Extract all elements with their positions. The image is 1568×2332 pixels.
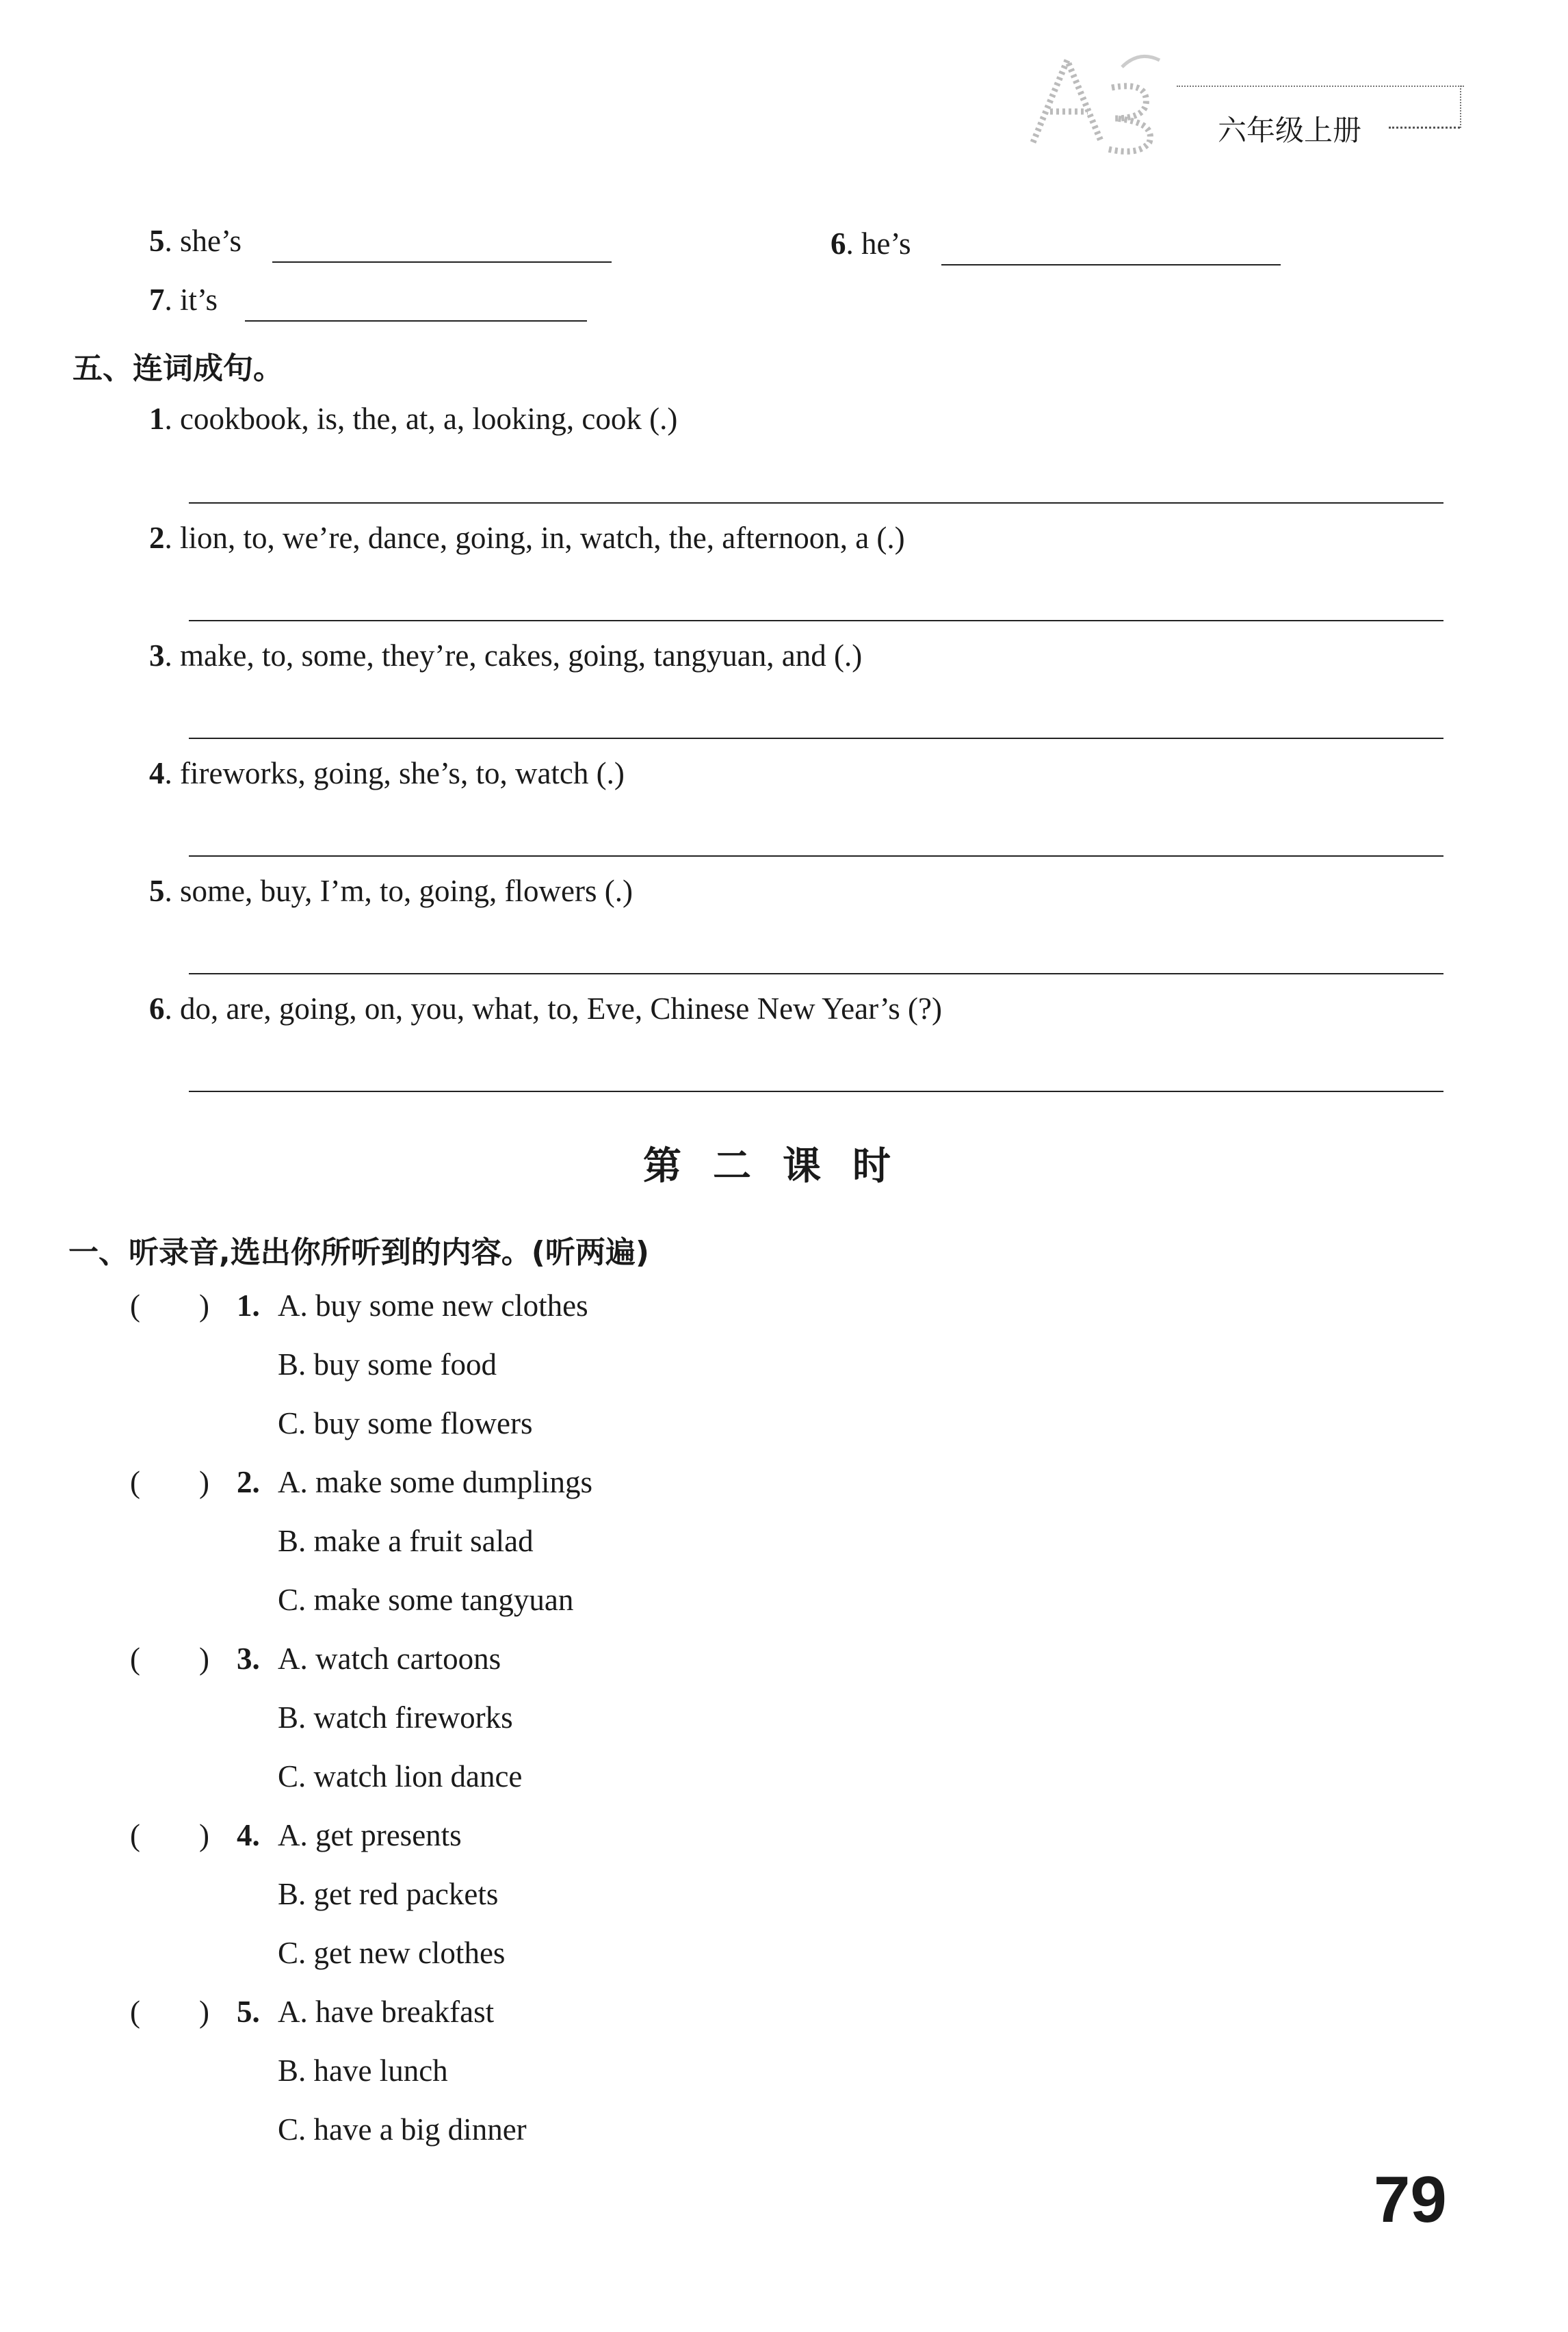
grade-label: 六年级上册: [1218, 114, 1362, 147]
question-number: 1.: [237, 1288, 260, 1323]
lesson-title: 第二课时: [643, 1144, 922, 1189]
option-text: B. have lunch: [278, 2054, 448, 2088]
answer-line[interactable]: [189, 502, 1443, 504]
option-text: A. make some dumplings: [278, 1465, 592, 1499]
option-text: A. get presents: [278, 1818, 462, 1852]
answer-bracket[interactable]: ( ): [130, 1642, 209, 1676]
option-text: C. get new clothes: [278, 1936, 506, 1970]
sentence-item: 6. do, are, going, on, you, what, to, Eve, Chinese New Year’s (?): [149, 992, 942, 1026]
contraction-item: 7. it’s: [149, 283, 218, 317]
sentence-item: 1. cookbook, is, the, at, a, looking, cook (.): [149, 402, 678, 436]
contraction-item: 6. he’s: [831, 226, 911, 261]
answer-bracket[interactable]: ( ): [130, 1818, 209, 1852]
option-text: B. make a fruit salad: [278, 1524, 534, 1558]
option-text: C. make some tangyuan: [278, 1583, 574, 1617]
answer-line[interactable]: [189, 973, 1443, 974]
answer-line[interactable]: [189, 1091, 1443, 1092]
answer-line[interactable]: [189, 855, 1443, 857]
section-1-title: 一、听录音,选出你所听到的内容。(听两遍): [68, 1235, 649, 1270]
option-text: C. have a big dinner: [278, 2112, 527, 2147]
option-text: C. watch lion dance: [278, 1759, 523, 1793]
option-text: A. watch cartoons: [278, 1642, 501, 1676]
option-text: B. buy some food: [278, 1347, 497, 1382]
option-text: B. watch fireworks: [278, 1700, 513, 1735]
option-text: A. have breakfast: [278, 1995, 495, 2029]
answer-bracket[interactable]: ( ): [130, 1465, 209, 1499]
question-number: 4.: [237, 1818, 260, 1852]
question-number: 3.: [237, 1642, 260, 1676]
option-text: B. get red packets: [278, 1877, 499, 1911]
contraction-item: 5. she’s: [149, 224, 241, 258]
sentence-item: 2. lion, to, we’re, dance, going, in, watch, the, afternoon, a (.): [149, 521, 905, 555]
answer-blank[interactable]: [941, 264, 1281, 265]
answer-line[interactable]: [189, 620, 1443, 621]
answer-line[interactable]: [189, 738, 1443, 739]
answer-bracket[interactable]: ( ): [130, 1288, 209, 1323]
page-number: 79: [1374, 2163, 1447, 2236]
header-dotted-rule: [1389, 127, 1460, 129]
sentence-item: 5. some, buy, I’m, to, going, flowers (.): [149, 874, 633, 908]
option-text: A. buy some new clothes: [278, 1288, 588, 1323]
sentence-item: 4. fireworks, going, she’s, to, watch (.): [149, 756, 625, 790]
answer-bracket[interactable]: ( ): [130, 1995, 209, 2029]
header-side-rule: [1460, 86, 1461, 128]
answer-blank[interactable]: [245, 320, 587, 322]
question-number: 2.: [237, 1465, 260, 1499]
section-5-title: 五、连词成句。: [73, 351, 283, 386]
ab-logo-icon: [1019, 47, 1184, 156]
question-number: 5.: [237, 1995, 260, 2029]
answer-blank[interactable]: [272, 261, 612, 263]
option-text: C. buy some flowers: [278, 1406, 533, 1440]
sentence-item: 3. make, to, some, they’re, cakes, going, tangyuan, and (.): [149, 638, 863, 673]
header-top-dotted-rule: [1177, 86, 1464, 87]
